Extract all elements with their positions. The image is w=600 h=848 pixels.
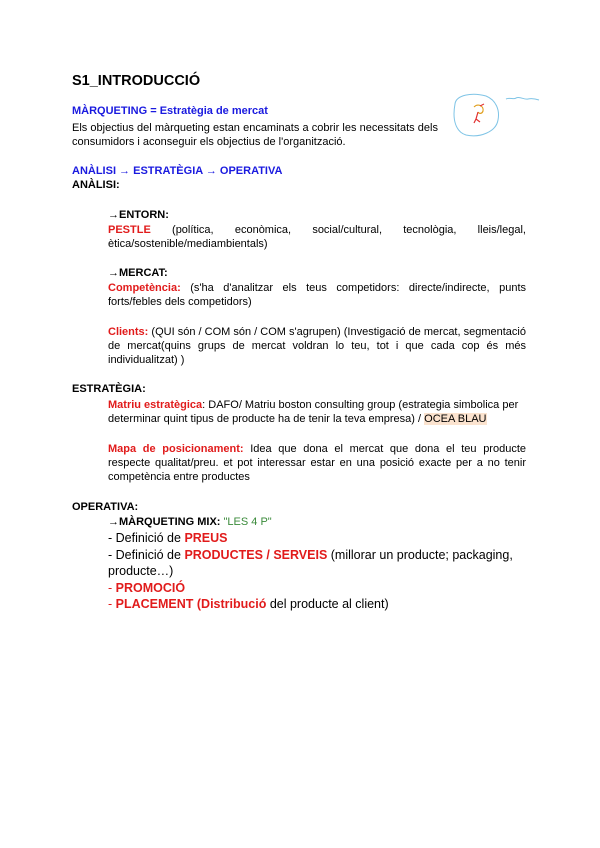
matriu-text: : DAFO/ Matriu boston consulting group (estrategia simbolica per determinar quint tipus de producte ha de tenir la teva empresa) / <box>108 399 519 425</box>
sketch-drawing-icon <box>450 92 542 142</box>
flow-heading: ANÀLISI → ESTRATÈGIA → OPERATIVA <box>72 165 283 177</box>
entorn-heading: →ENTORN: <box>108 209 169 221</box>
list-item-prefix: - Definició de <box>108 531 185 545</box>
operativa-heading: OPERATIVA: <box>72 501 139 513</box>
mapa-paragraph <box>108 442 526 484</box>
mix-heading: →MÀRQUETING MIX: <box>108 516 221 528</box>
mercat-heading: →MERCAT: <box>108 267 168 279</box>
analisi-heading: ANÀLISI: <box>72 179 120 191</box>
oceano-highlight: OCEA BLAU <box>424 413 487 425</box>
placement-label: PLACEMENT (Distribució <box>115 597 267 611</box>
definition-heading: MÀRQUETING = Estratègia de mercat <box>72 105 268 117</box>
promocio-label: PROMOCIÓ <box>115 580 186 595</box>
productes-label: PRODUCTES / SERVEIS <box>184 547 328 562</box>
estrategia-heading: ESTRATÈGIA: <box>72 383 146 395</box>
clients-label: Clients: <box>108 326 149 338</box>
competencia-paragraph <box>108 281 526 309</box>
productes-text: (millorar un producte; packaging, producte…) <box>108 547 513 578</box>
preus-label: PREUS <box>184 531 228 545</box>
matriu-paragraph <box>108 398 528 426</box>
page-title: S1_INTRODUCCIÓ <box>72 73 201 89</box>
clients-text: (QUI són / COM són / COM s'agrupen) (Investigació de mercat, segmentació de mercat(quins grups de mercat voldran lo teu, tot i que cada cop és més individualitzat) ) <box>108 326 526 366</box>
matriu-label: Matriu estratègica <box>108 399 203 411</box>
pestle-label: PESTLE <box>108 224 151 236</box>
list-item-prefix: - <box>108 580 116 595</box>
definition-text: Els objectius del màrqueting estan encaminats a cobrir les necessitats dels consumidors i aconseguir els objectius de l'organització. <box>72 122 438 148</box>
competencia-text: (s'ha d'analitzar els teus competidors: directe/indirecte, punts forts/febles dels competidors) <box>108 282 527 308</box>
mix-heading-line <box>108 516 272 528</box>
list-item-promocio <box>108 580 528 597</box>
mapa-text: Idea que dona el mercat que dona el teu producte respecte qualitat/preu. et pot interessar estar en una posició exacte per a no tenir competència entre productes <box>108 443 526 483</box>
mapa-label: Mapa de posicionament: <box>108 443 244 455</box>
list-item-placement <box>108 596 528 613</box>
placement-text: del producte al client) <box>266 597 389 611</box>
list-item-prefix: - <box>108 597 116 611</box>
list-item-preus <box>108 530 528 547</box>
list-item-prefix: - Definició de <box>108 547 185 562</box>
pestle-text: (política, econòmica, social/cultural, tecnològia, lleis/legal, ètica/sostenible/mediambientals) <box>108 224 526 250</box>
marketing-mix-list <box>108 530 528 613</box>
mix-quote: "LES 4 P" <box>223 516 272 528</box>
competencia-label: Competència: <box>108 282 181 294</box>
list-item-productes <box>108 547 528 580</box>
pestle-paragraph <box>108 223 526 251</box>
clients-paragraph <box>108 325 526 367</box>
